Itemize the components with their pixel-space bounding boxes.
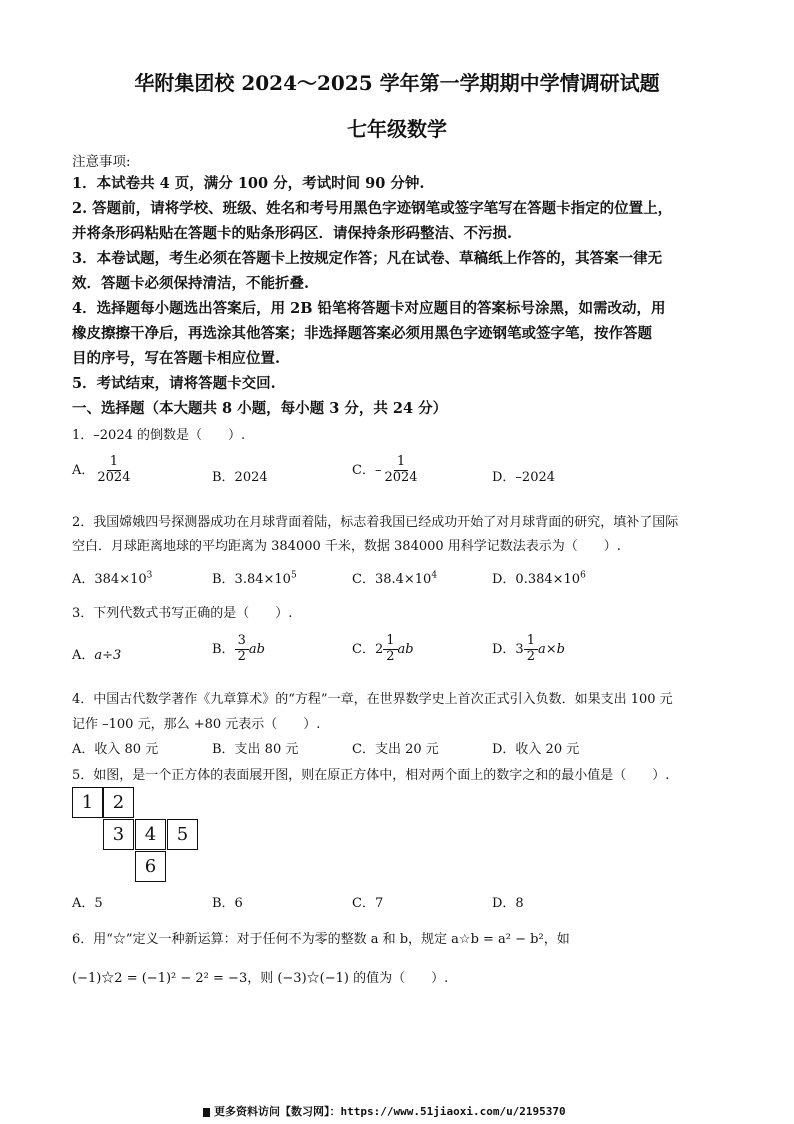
- cube-net-figure: [72, 787, 202, 884]
- notice-line-3a: 3．本卷试题，考生必须在答题卡上按规定作答；凡在试卷、草稿纸上作答的，其答案一律无: [72, 250, 663, 267]
- q1-a-denominator: 2024: [97, 469, 131, 485]
- q4-option-d: D．收入 20 元: [492, 742, 580, 757]
- q5-option-b: B．6: [212, 896, 243, 911]
- notice-line-5: 5．考试结束，请将答题卡交回.: [72, 375, 276, 392]
- question-4-line-2: 记作 –100 元，那么 +80 元表示（ ）.: [72, 717, 321, 732]
- q4-option-b: B．支出 80 元: [212, 742, 299, 757]
- q3-d-variable: a×b: [537, 641, 565, 657]
- notice-line-3b: 效．答题卡必须保持清洁，不能折叠.: [72, 275, 310, 292]
- q2-option-a: [72, 568, 152, 587]
- flag-icon: [203, 1108, 210, 1117]
- cube-face-5: 5: [167, 819, 198, 850]
- notice-line-2a: 2. 答题前，请将学校、班级、姓名和考号用黑色字迹钢笔或签字笔写在答题卡指定的位置上，: [72, 200, 673, 217]
- q4-option-a: A．收入 80 元: [72, 742, 159, 757]
- section-heading: 一、选择题（本大题共 8 小题，每小题 3 分，共 24 分）: [72, 400, 448, 417]
- question-1-stem: 1．–2024 的倒数是（ ）.: [72, 428, 246, 443]
- q3-c-label: C．2: [352, 641, 384, 657]
- q5-option-c: C．7: [352, 896, 384, 911]
- question-4-line-1: 4．中国古代数学著作《九章算术》的“方程”一章，在世界数学史上首次正式引入负数．如果支出 100 元: [72, 692, 673, 707]
- q2-option-b: [212, 568, 297, 587]
- q3-option-d: [492, 634, 565, 665]
- q2-a-base: A．384×10: [72, 572, 147, 587]
- q4-option-c: C．支出 20 元: [352, 742, 439, 757]
- cube-face-1: 1: [72, 787, 103, 818]
- q1-option-a-fraction: [94, 455, 133, 486]
- cube-face-3: 3: [103, 819, 134, 850]
- question-3-stem: 3．下列代数式书写正确的是（ ）.: [72, 606, 293, 621]
- q3-option-b: [212, 634, 265, 665]
- q5-option-d: D．8: [492, 896, 524, 911]
- q2-d-exponent: 6: [580, 570, 586, 581]
- q3-a-label: A．: [72, 648, 95, 663]
- q1-option-a-label: A．: [72, 462, 95, 478]
- q2-a-exponent: 3: [146, 570, 153, 581]
- cube-face-6: 6: [135, 851, 166, 882]
- q3-b-label: B．: [212, 641, 235, 657]
- q3-b-fraction: [235, 634, 249, 665]
- notice-line-4c: 目的序号，写在答题卡相应位置.: [72, 350, 281, 367]
- q1-option-c-fraction: [381, 455, 420, 486]
- notice-line-4b: 橡皮擦擦干净后，再选涂其他答案；非选择题答案必须用黑色字迹钢笔或签字笔，按作答题: [72, 325, 652, 342]
- q1-a-numerator: 1: [107, 455, 121, 471]
- q3-d-denominator: 2: [526, 648, 535, 664]
- exam-subtitle: 七年级数学: [347, 117, 447, 141]
- q1-option-a: [72, 455, 133, 486]
- q2-b-exponent: 5: [290, 570, 297, 581]
- q3-d-label: D．3: [492, 641, 524, 657]
- question-2-line-1: 2．我国嫦娥四号探测器成功在月球背面着陆，标志着我国已经成功开始了对月球背面的研究，填补了国际: [72, 515, 679, 530]
- q1-option-c: [352, 455, 421, 486]
- notice-line-1: 1．本试卷共 4 页，满分 100 分，考试时间 90 分钟.: [72, 175, 425, 192]
- q3-c-denominator: 2: [386, 648, 395, 664]
- q3-d-fraction: [524, 634, 538, 665]
- q5-option-a: A．5: [72, 896, 103, 911]
- q3-c-numerator: 1: [383, 634, 397, 650]
- q3-a-expression: a÷3: [94, 648, 122, 663]
- q2-option-d: [492, 568, 586, 587]
- cube-face-4: 4: [135, 819, 166, 850]
- q2-c-exponent: 4: [431, 570, 438, 581]
- q3-b-variable: ab: [248, 641, 265, 657]
- q3-b-denominator: 2: [237, 648, 246, 664]
- q3-d-numerator: 1: [524, 634, 538, 650]
- q3-c-fraction: [383, 634, 397, 665]
- q3-c-variable: ab: [397, 641, 414, 657]
- q1-c-denominator: 2024: [384, 469, 418, 485]
- q1-option-c-label: C．–: [352, 462, 382, 478]
- q3-b-numerator: 3: [235, 634, 249, 650]
- question-6-line-2: (−1)☆2 = (−1)² − 2² = −3，则 (−3)☆(−1) 的值为（ ）.: [72, 971, 449, 986]
- q1-c-numerator: 1: [394, 455, 408, 471]
- q1-option-b: B．2024: [212, 470, 268, 485]
- q1-option-d: D．–2024: [492, 470, 556, 485]
- question-2-line-2: 空白．月球距离地球的平均距离为 384000 千米，数据 384000 用科学记数法表示为（ ）.: [72, 539, 621, 554]
- q2-option-c: [352, 568, 437, 587]
- q2-d-base: D．0.384×10: [492, 572, 581, 587]
- question-5-stem: 5．如图，是一个正方体的表面展开图，则在原正方体中，相对两个面上的数字之和的最小值是（ ）.: [72, 768, 670, 783]
- notice-line-2b: 并将条形码粘贴在答题卡的贴条形码区．请保持条形码整洁、不污损.: [72, 225, 513, 242]
- notice-line-4a: 4．选择题每小题选出答案后，用 2B 铅笔将答题卡对应题目的答案标号涂黑，如需改动，用: [72, 300, 666, 317]
- footer-text: 更多资料访问【数习网】：https://www.51jiaoxi.com/u/2195370: [214, 1105, 566, 1118]
- footer-link[interactable]: [203, 1103, 566, 1119]
- q3-option-c: [352, 634, 414, 665]
- q3-option-a: [72, 644, 121, 663]
- cube-face-2: 2: [103, 787, 134, 818]
- q2-c-base: C．38.4×10: [352, 572, 432, 587]
- notice-heading: 注意事项:: [72, 154, 131, 170]
- exam-title: 华附集团校 2024～2025 学年第一学期期中学情调研试题: [134, 71, 660, 95]
- q2-b-base: B．3.84×10: [212, 572, 291, 587]
- question-6-line-1: 6．用“☆”定义一种新运算：对于任何不为零的整数 a 和 b，规定 a☆b = a² − b²，如: [72, 932, 570, 947]
